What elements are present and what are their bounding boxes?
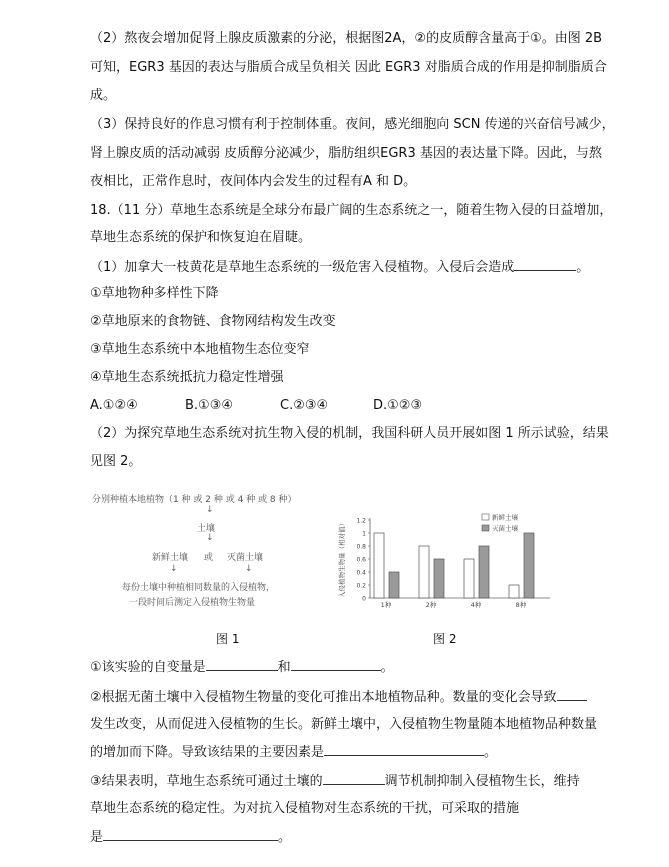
q17-part2-line2: 可知，EGR3 基因的表达与脂质合成呈负相关 因此 EGR3 对脂质合成的作用是抑制脂质合: [90, 60, 607, 75]
fig1-or: 或: [204, 553, 214, 563]
q17-part3-line2: 肾上腺皮质的活动减弱 皮质醇分泌减少，脂肪组织EGR3 基因的表达量下降。因此，与熬: [90, 146, 602, 161]
bar-新鲜土壤-1种: [374, 533, 384, 598]
arrow-down-icon: ↓: [170, 564, 178, 574]
sub-q3-text: ③结果表明，草地生态系统可通过土壤的: [90, 774, 323, 789]
q17-part2-line1: （2）熬夜会增加促肾上腺皮质激素的分泌，根据图2A，②的皮质醇含量高于①。由图 2B: [90, 31, 603, 46]
sub-q3-text: 调节机制抑制入侵植物生长，维持: [384, 774, 580, 789]
bar-灭菌土壤-2种: [434, 559, 444, 598]
q17-part3-line3: 夜相比，正常作息时，夜间体内会发生的过程有A 和 D。: [90, 174, 417, 189]
bar-新鲜土壤-4种: [464, 559, 474, 598]
legend-swatch: [482, 514, 489, 520]
sub-q2-line2: 发生改变，从而促进入侵植物的生长。新鲜土壤中，入侵植物生物量随本地植物品种数量: [90, 717, 598, 732]
answer-blank[interactable]: [557, 688, 587, 701]
x-tick-label: 1种: [380, 601, 392, 609]
option-2: ②草地原来的食物链、食物网结构发生改变: [90, 314, 336, 329]
y-tick-label: 0: [362, 595, 366, 603]
sub-q2-text: ②根据无菌土壤中入侵植物生物量的变化可推出本地植物品种。数量的变化会导致: [90, 690, 557, 705]
bar-灭菌土壤-1种: [389, 572, 399, 598]
period: 。: [278, 830, 292, 845]
sub-q3-line1: [90, 772, 580, 791]
y-tick-label: 0.6: [356, 556, 366, 564]
bar-灭菌土壤-8种: [524, 533, 534, 598]
answer-blank[interactable]: [323, 772, 385, 785]
option-1: ①草地物种多样性下降: [90, 286, 219, 301]
figure-2-chart: [330, 508, 560, 618]
y-tick-label: 0.4: [356, 569, 366, 577]
sub-q1: [90, 658, 394, 677]
fig1-top-text: 分别种植本地植物（1 种 或 2 种 或 4 种 或 8 种）: [92, 495, 297, 505]
answer-blank[interactable]: [103, 828, 278, 841]
option-3: ③草地生态系统中本地植物生态位变窄: [90, 342, 310, 357]
y-axis-label: 入侵植物生物量（相对值）: [338, 520, 346, 598]
bar-灭菌土壤-4种: [479, 546, 489, 598]
period: 。: [484, 745, 498, 760]
period: 。: [380, 660, 394, 675]
arrow-down-icon: ↓: [245, 564, 253, 574]
sub-q2-line3: [90, 743, 497, 762]
q18-part1-text: （1）加拿大一枝黄花是草地生态系统的一级危害入侵植物。入侵后会造成: [90, 260, 515, 275]
sub-q1-text: ①该实验的自变量是: [90, 660, 206, 675]
choice-a[interactable]: A.①②④: [90, 398, 138, 413]
q17-part2-line3: 成。: [90, 88, 117, 103]
bar-新鲜土壤-2种: [419, 546, 429, 598]
choice-c[interactable]: C.②③④: [280, 398, 329, 413]
legend-label: 新鲜土壤: [492, 513, 518, 522]
fig1-bottom-line2: 一段时间后测定入侵植物生物量: [129, 598, 256, 608]
q18-part2-line1: （2）为探究草地生态系统对抗生物入侵的机制，我国科研人员开展如图 1 所示试验，结果: [90, 426, 609, 441]
fig1-soil: 土壤: [197, 524, 216, 534]
sub-q1-and: 和: [277, 660, 291, 675]
y-tick-label: 1.2: [356, 517, 366, 525]
sub-q3-line3: [90, 828, 291, 847]
fig1-sterile-soil: 灭菌土壤: [227, 553, 264, 563]
x-tick-label: 4种: [470, 601, 482, 609]
answer-blank[interactable]: [514, 258, 576, 271]
sub-q2-text: 的增加而下降。导致该结果的主要因素是: [90, 745, 325, 760]
x-tick-label: 8种: [515, 601, 527, 609]
answer-blank[interactable]: [206, 658, 278, 671]
q17-part3-line1: （3）保持良好的作息习惯有利于控制体重。夜间，感光细胞向 SCN 传递的兴奋信号减少，: [90, 117, 615, 132]
choice-b[interactable]: B.①③④: [185, 398, 234, 413]
q18-part1-stem: [90, 258, 589, 277]
y-tick-label: 0.2: [356, 582, 366, 590]
answer-blank[interactable]: [291, 658, 381, 671]
fig1-caption: 图 1: [216, 632, 240, 646]
x-tick-label: 2种: [425, 601, 437, 609]
fig1-bottom-line1: 每份土壤中种植相同数量的入侵植物，: [122, 583, 276, 593]
fig1-fresh-soil: 新鲜土壤: [152, 553, 189, 563]
sub-q3-text: 是: [90, 830, 104, 845]
y-tick-label: 0.8: [356, 543, 366, 551]
answer-blank[interactable]: [324, 743, 484, 756]
period: 。: [576, 260, 590, 275]
choice-d[interactable]: D.①②③: [373, 398, 423, 413]
q18-intro-line2: 草地生态系统的保护和恢复迫在眉睫。: [90, 230, 312, 245]
arrow-down-icon: ↓: [206, 505, 214, 515]
sub-q2-line1: [90, 688, 587, 707]
arrow-down-icon: ↓: [206, 533, 214, 543]
legend-label: 灭菌土壤: [492, 524, 518, 533]
legend-swatch: [482, 525, 489, 531]
fig2-caption: 图 2: [433, 632, 457, 646]
bar-新鲜土壤-8种: [509, 585, 519, 598]
y-tick-label: 1: [362, 530, 366, 538]
option-4: ④草地生态系统抵抗力稳定性增强: [90, 370, 284, 385]
q18-intro-line1: 18.（11 分）草地生态系统是全球分布最广阔的生态系统之一，随着生物入侵的日益增加，: [90, 203, 613, 218]
sub-q3-line2: 草地生态系统的稳定性。为对抗入侵植物对生态系统的干扰，可采取的措施: [90, 801, 520, 816]
q18-part2-line2: 见图 2。: [90, 454, 142, 469]
